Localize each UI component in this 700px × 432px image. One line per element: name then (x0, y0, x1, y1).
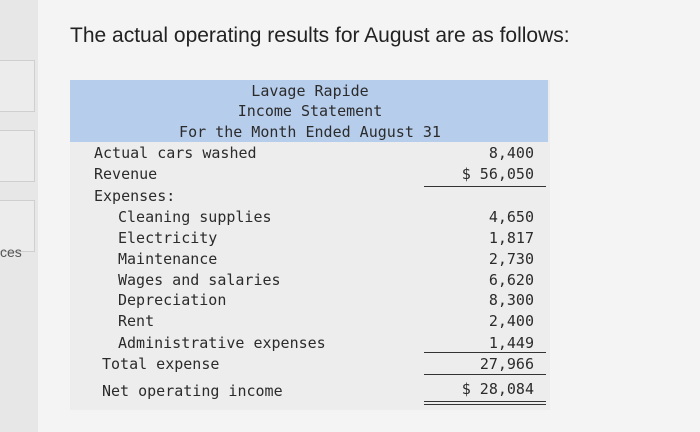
electricity-label: Electricity (118, 229, 218, 247)
cars-washed-value: 8,400 (488, 144, 534, 162)
revenue-label: Revenue (94, 165, 158, 183)
left-panel-box (0, 60, 35, 112)
net-income-double-underline-bottom (424, 404, 546, 405)
admin-expenses-label: Administrative expenses (118, 334, 326, 352)
admin-expenses-value: 1,449 (488, 334, 534, 352)
net-operating-income-value: $ 28,084 (461, 380, 534, 398)
depreciation-value: 8,300 (488, 291, 534, 309)
cars-washed-label: Actual cars washed (94, 144, 257, 162)
wages-label: Wages and salaries (118, 271, 281, 289)
expenses-subtotal-underline (424, 352, 546, 353)
cleaning-supplies-label: Cleaning supplies (118, 208, 272, 226)
net-operating-income-label: Net operating income (102, 382, 283, 400)
left-panel-box (0, 130, 35, 182)
wages-value: 6,620 (488, 271, 534, 289)
company-name: Lavage Rapide (251, 82, 369, 100)
statement-title: Income Statement (237, 102, 383, 120)
net-income-double-underline-top (424, 401, 546, 402)
rent-label: Rent (118, 312, 155, 330)
rent-value: 2,400 (488, 312, 534, 330)
depreciation-label: Depreciation (118, 291, 227, 309)
left-panel-strip (0, 0, 38, 432)
electricity-value: 1,817 (488, 229, 534, 247)
total-expense-label: Total expense (102, 355, 220, 373)
side-label: ces (0, 244, 22, 260)
maintenance-label: Maintenance (118, 250, 218, 268)
revenue-underline (424, 186, 546, 187)
revenue-value: $ 56,050 (461, 165, 534, 183)
intro-text: The actual operating results for August are as follows: (70, 24, 570, 47)
total-expense-underline (424, 374, 546, 375)
cleaning-supplies-value: 4,650 (488, 208, 534, 226)
total-expense-value: 27,966 (479, 355, 534, 373)
maintenance-value: 2,730 (488, 250, 534, 268)
expenses-label: Expenses: (94, 187, 176, 205)
statement-period: For the Month Ended August 31 (179, 123, 441, 141)
